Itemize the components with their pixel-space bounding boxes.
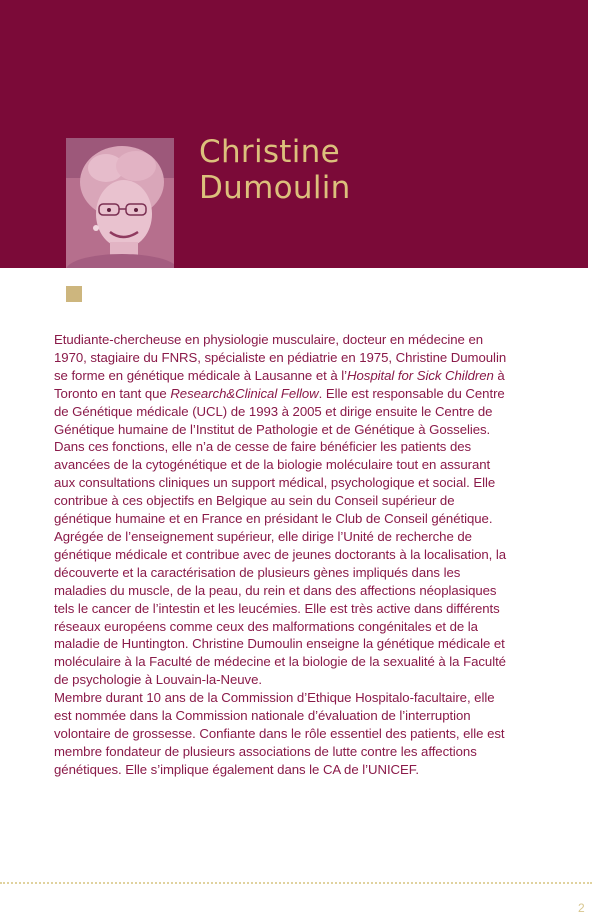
- bio-text-3: . Elle est responsable du Centre de Génétique médicale (UCL) de 1993 à 2005 et dirige ensuite le Centre de Génétique humaine de l’Institut de Pathologie et de Génétique à Gosselies. Dans ces fonctions, elle n’a de cesse de faire bénéficier les patients des avancées de la cytogénétique et de la biologie moléculaire tout en assurant aux consultations cliniques un support médical, psychologique et social. Elle contribue à ces objectifs en Belgique au sein du Conseil supérieur de génétique humaine et en France en présidant le Club de Conseil génétique. Agrégée de l’enseignement supérieur, elle dirige l’Unité de recherche de génétique médicale et contribue avec de jeunes doctorants à la localisation, la découverte et la caractérisation de plusieurs gènes impliqués dans les maladies du muscle, de la peau, du rein et dans des affections néoplasiques tels le cancer de l’intestin et les leucémies. Elle est très active dans différents réseaux européens comme ceux des malformations congénitales et de la maladie de Huntington. Christine Dumoulin enseigne la génétique médicale et moléculaire à la Faculté de médecine et la biologie de la sexualité à la Faculté de psychologie à Louvain-la-Neuve.: [54, 385, 507, 688]
- portrait-photo: [66, 138, 174, 268]
- accent-square: [66, 286, 82, 302]
- bio-text-2: à Toronto en tant que: [54, 367, 505, 401]
- bio-paragraph-2: Membre durant 10 ans de la Commission d’Ethique Hospitalo-facultaire, elle est nommée dans la Commission nationale d’évaluation de l’interruption volontaire de grossesse. Confiante dans le rôle essentiel des patients, elle est membre fondateur de plusieurs associations de lutte contre les affections génétiques. Elle s’implique également dans le CA de l’UNICEF.: [54, 690, 505, 777]
- bio-paragraph-1: [54, 331, 514, 689]
- portrait-image: [66, 138, 174, 268]
- page-number: 2: [578, 901, 585, 915]
- bio-text-1: Etudiante-chercheuse en physiologie musculaire, docteur en médecine en 1970, stagiaire du FNRS, spécialiste en pédiatrie en 1975, Christine Dumoulin se forme en génétique médicale à Lausanne et à l’: [54, 332, 507, 383]
- bio-hospital-name: Hospital for Sick Children: [347, 367, 494, 383]
- biography: [54, 331, 514, 779]
- bio-fellow-title: Research&Clinical Fellow: [170, 385, 319, 401]
- footer-dotted-rule: [0, 882, 592, 884]
- name-first: Christine: [199, 134, 340, 170]
- name-last: Dumoulin: [199, 170, 351, 206]
- person-name: [199, 134, 351, 206]
